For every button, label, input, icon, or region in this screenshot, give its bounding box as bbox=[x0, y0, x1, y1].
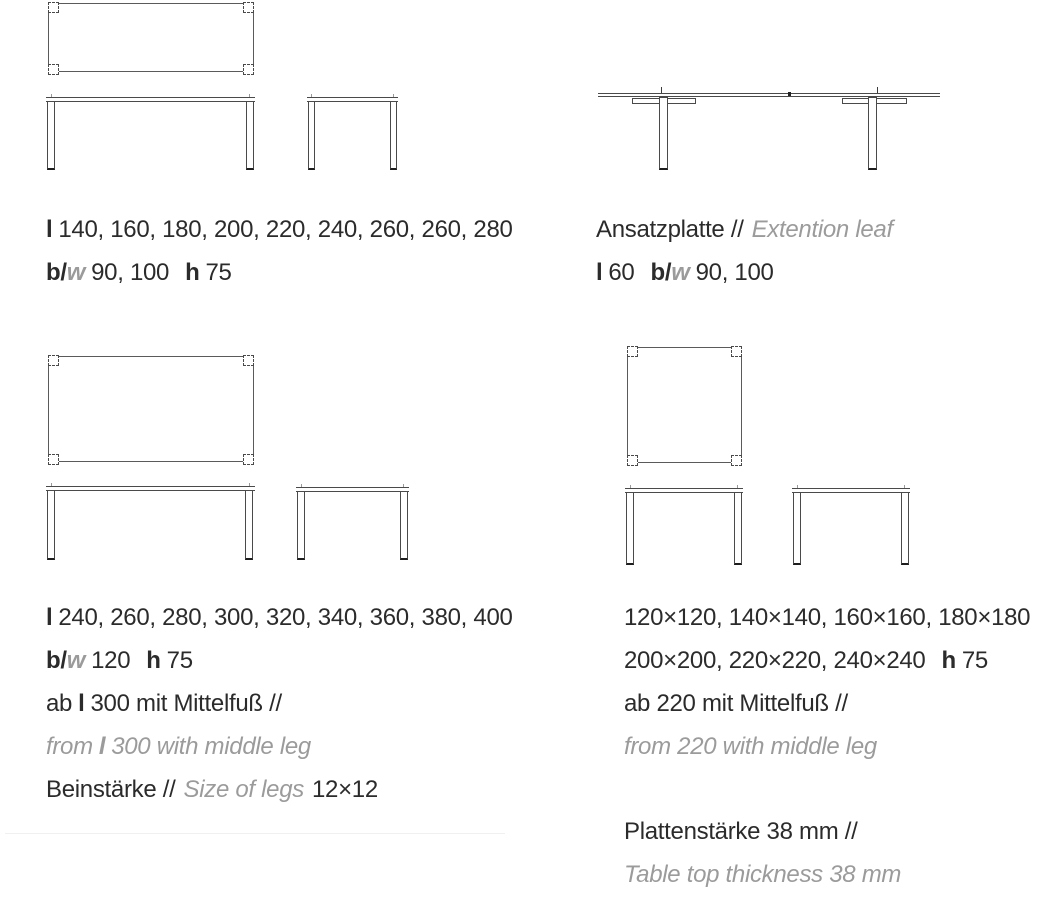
rect-table-front-view bbox=[46, 97, 255, 170]
width-values: 90, 100 bbox=[695, 259, 774, 286]
height-value: 75 bbox=[166, 647, 193, 674]
extension-dims-line bbox=[596, 251, 893, 294]
center-joint-mark bbox=[788, 92, 791, 96]
length-spec-line bbox=[46, 208, 513, 251]
top-thickness-de bbox=[624, 810, 1043, 853]
leg-joint-tick bbox=[311, 94, 312, 97]
middle-leg-note-de bbox=[46, 682, 513, 725]
rect-table-specs bbox=[46, 208, 513, 294]
note-text: 300 with middle leg bbox=[111, 733, 311, 760]
square-table-side-view bbox=[792, 488, 910, 565]
table-top-edge bbox=[792, 488, 910, 493]
leg-joint-tick bbox=[393, 94, 394, 97]
long-table-specs bbox=[46, 596, 513, 811]
sizes-line-2 bbox=[624, 639, 1043, 682]
length-label: l bbox=[46, 216, 53, 243]
leg-marker-bottom-left bbox=[48, 454, 59, 465]
leg-joint-tick bbox=[403, 484, 404, 487]
width-label-de: b/ bbox=[46, 647, 67, 674]
table-leg bbox=[297, 491, 305, 560]
long-table-top-view bbox=[48, 356, 254, 462]
table-top-edge bbox=[625, 488, 743, 493]
table-leg bbox=[400, 491, 408, 560]
leg-size-label-de: Beinstärke // bbox=[46, 776, 176, 803]
leg-joint-tick bbox=[301, 484, 302, 487]
sizes-line-1 bbox=[624, 596, 1043, 639]
table-top-edge bbox=[296, 487, 409, 492]
extension-table-specs bbox=[596, 208, 893, 294]
table-top-edge bbox=[307, 97, 398, 102]
extension-title-line bbox=[596, 208, 893, 251]
length-label: l bbox=[98, 733, 106, 760]
leg-marker-bottom-left bbox=[627, 455, 638, 466]
table-top-edge bbox=[46, 97, 255, 102]
leg-joint-tick bbox=[51, 483, 52, 486]
middle-leg-note-en bbox=[624, 725, 1043, 768]
width-height-spec-line bbox=[46, 639, 513, 682]
leg-marker-bottom-left bbox=[48, 64, 59, 75]
width-label-en: w bbox=[671, 259, 690, 286]
middle-leg-note-de bbox=[624, 682, 1043, 725]
leg-joint-tick bbox=[249, 94, 250, 97]
leg-marker-bottom-right bbox=[243, 64, 254, 75]
leg-size-value: 12×12 bbox=[311, 776, 378, 803]
size-values: 200×200, 220×220, 240×240 bbox=[624, 647, 926, 674]
leg-marker-top-right bbox=[731, 346, 742, 357]
table-top-edge bbox=[46, 486, 255, 491]
height-value: 75 bbox=[961, 647, 988, 674]
table-leg bbox=[868, 97, 877, 170]
width-label-en: w bbox=[66, 647, 86, 674]
leg-marker-top-right bbox=[243, 355, 254, 366]
note-prefix: from bbox=[46, 733, 93, 760]
leg-joint-tick bbox=[249, 483, 250, 486]
leg-marker-top-left bbox=[627, 346, 638, 357]
width-values: 90, 100 bbox=[91, 259, 170, 286]
note-text: from 220 with middle leg bbox=[624, 733, 877, 760]
leg-joint-tick bbox=[797, 485, 798, 488]
extension-title-en: Extention leaf bbox=[751, 216, 893, 243]
leg-marker-top-left bbox=[48, 355, 59, 366]
note-text: Plattenstärke 38 mm // bbox=[624, 818, 858, 845]
length-spec-line bbox=[46, 596, 513, 639]
width-label-de: b/ bbox=[46, 259, 67, 286]
leg-joint-tick bbox=[630, 485, 631, 488]
height-value: 75 bbox=[205, 259, 232, 286]
square-table-top-view bbox=[627, 347, 742, 463]
table-leg bbox=[390, 101, 397, 170]
leg-size-label-en: Size of legs bbox=[183, 776, 304, 803]
rect-table-top-view bbox=[48, 3, 254, 72]
extension-title-de: Ansatzplatte // bbox=[596, 216, 744, 243]
text-gap bbox=[624, 768, 1043, 810]
width-value: 120 bbox=[91, 647, 131, 674]
height-label: h bbox=[146, 647, 161, 674]
table-top-edge bbox=[598, 93, 940, 97]
square-table-specs bbox=[624, 596, 1043, 896]
table-leg bbox=[626, 492, 634, 565]
width-height-spec-line bbox=[46, 251, 513, 294]
note-prefix: ab bbox=[46, 690, 73, 717]
leg-marker-top-right bbox=[243, 2, 254, 13]
table-leg bbox=[659, 97, 668, 170]
length-label: l bbox=[78, 690, 85, 717]
top-thickness-en bbox=[624, 853, 1043, 896]
width-label-en: w bbox=[66, 259, 86, 286]
length-values: 240, 260, 280, 300, 320, 340, 360, 380, 400 bbox=[58, 604, 513, 631]
rect-table-side-view bbox=[307, 97, 398, 170]
leg-joint-tick bbox=[51, 94, 52, 97]
leg-marker-bottom-right bbox=[243, 454, 254, 465]
length-value: 60 bbox=[608, 259, 635, 286]
leg-joint-tick bbox=[904, 485, 905, 488]
leg-marker-bottom-right bbox=[731, 455, 742, 466]
middle-leg-note-en bbox=[46, 725, 513, 768]
extension-table-side-view bbox=[598, 87, 940, 171]
note-text: Table top thickness 38 mm bbox=[624, 861, 902, 888]
table-leg bbox=[246, 101, 254, 170]
table-leg bbox=[901, 492, 909, 565]
table-leg bbox=[308, 101, 315, 170]
leg-marker-top-left bbox=[48, 2, 59, 13]
long-table-front-view bbox=[46, 486, 255, 560]
table-leg bbox=[734, 492, 742, 565]
note-text: ab 220 mit Mittelfuß // bbox=[624, 690, 848, 717]
table-leg bbox=[47, 490, 55, 560]
leg-joint-tick bbox=[737, 485, 738, 488]
square-table-front-view bbox=[625, 488, 743, 565]
length-label: l bbox=[46, 604, 53, 631]
height-label: h bbox=[185, 259, 200, 286]
table-leg bbox=[245, 490, 253, 560]
length-values: 140, 160, 180, 200, 220, 240, 260, 260, 280 bbox=[58, 216, 513, 243]
height-label: h bbox=[941, 647, 956, 674]
table-leg bbox=[47, 101, 55, 170]
width-label-de: b/ bbox=[650, 259, 672, 286]
leg-size-line bbox=[46, 768, 513, 811]
note-text: 300 mit Mittelfuß // bbox=[90, 690, 282, 717]
page-edge-divider bbox=[5, 833, 505, 834]
long-table-side-view bbox=[296, 487, 409, 560]
length-label: l bbox=[596, 259, 603, 286]
size-values: 120×120, 140×140, 160×160, 180×180 bbox=[624, 604, 1031, 631]
table-leg bbox=[793, 492, 801, 565]
